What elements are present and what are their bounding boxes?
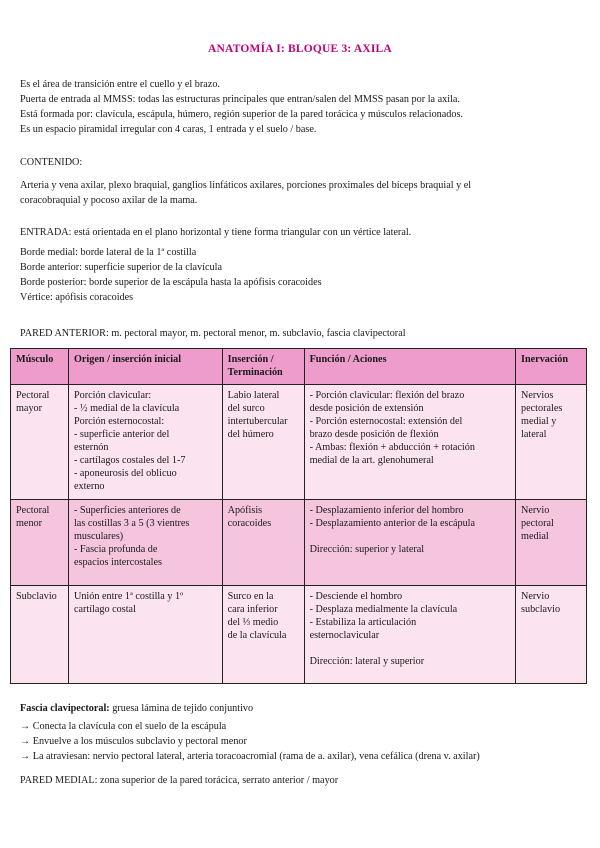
cell-line: Nervios [521, 390, 554, 401]
intro-block [20, 77, 580, 137]
cell-line: - Desplazamiento inferior del hombro [309, 505, 464, 516]
cell-line: Pectoral [16, 390, 50, 401]
cell-line: - cartílagos costales del 1-7 [73, 455, 186, 466]
header-musculo: Músculo [11, 349, 69, 385]
cell-line: cartílago costal [73, 604, 136, 615]
cell-line: - Fascia profunda de [73, 544, 158, 555]
cell-insercion [222, 385, 304, 500]
contenido-line: Arteria y vena axilar, plexo braquial, ganglios linfáticos axilares, porciones proximales del bíceps braquial y el [20, 180, 472, 191]
cell-line: - Estabiliza la articulación [309, 617, 417, 628]
cell-line: las costillas 3 a 5 (3 vientres [73, 518, 190, 529]
header-insercion: Inserción / Terminación [222, 349, 304, 385]
cell-line: del surco [227, 403, 265, 414]
fascia-item: → Conecta la clavícula con el suelo de la escápula [20, 721, 227, 732]
cell-line: - Desplazamiento anterior de la escápula [309, 518, 476, 529]
cell-line: subclavio [521, 604, 561, 615]
cell-line: desde posición de extensión [309, 403, 424, 414]
cell-line: Pectoral [16, 505, 50, 516]
cell-line: musculares) [73, 531, 124, 542]
cell-line: esternoclavicular [309, 630, 380, 641]
cell-line: - Porción clavicular: flexión del brazo [309, 390, 465, 401]
cell-line: Unión entre 1ª costilla y 1º [73, 591, 184, 602]
cell-spacer [310, 530, 510, 543]
cell-origen [68, 500, 222, 586]
cell-line: del ⅓ medio [227, 617, 279, 628]
header-inervacion: Inervación [516, 349, 587, 385]
cell-funcion [304, 500, 515, 586]
header-origen: Origen / inserción inicial [68, 349, 222, 385]
entrada-line: Borde medial: borde lateral de la 1ª costilla [20, 247, 197, 258]
muscle-table [10, 348, 587, 684]
table-row [11, 500, 587, 586]
cell-musculo [11, 385, 69, 500]
cell-line: Subclavio [16, 591, 57, 602]
cell-line: Porción clavicular: [73, 390, 152, 401]
cell-line: - Desciende el hombro [309, 591, 403, 602]
cell-line: Apófisis [227, 505, 263, 516]
fascia-block [20, 701, 580, 764]
cell-funcion [304, 586, 515, 684]
contenido-heading: CONTENIDO: [20, 157, 83, 168]
cell-line: pectoral [521, 518, 554, 529]
cell-line: Nervio [521, 591, 550, 602]
cell-line: de la clavícula [227, 630, 287, 641]
cell-line: menor [16, 518, 43, 529]
intro-line: Es un espacio piramidal irregular con 4 caras, 1 entrada y el suelo / base. [20, 124, 317, 135]
table-row [11, 586, 587, 684]
cell-line: mayor [16, 403, 43, 414]
cell-line: del húmero [227, 429, 274, 440]
entrada-line: Borde anterior: superficie superior de la clavícula [20, 262, 222, 273]
pared-anterior: PARED ANTERIOR: m. pectoral mayor, m. pectoral menor, m. subclavio, fascia clavipectoral [20, 328, 406, 339]
cell-funcion [304, 385, 515, 500]
table-header-row [11, 349, 587, 385]
cell-line: - ½ medial de la clavícula [73, 403, 180, 414]
cell-line: pectorales [521, 403, 563, 414]
cell-line: - Desplaza medialmente la clavícula [309, 604, 458, 615]
cell-line: - aponeurosis del oblicuo [73, 468, 177, 479]
cell-origen [68, 586, 222, 684]
cell-line: intertubercular [227, 416, 288, 427]
cell-line: - superficie anterior del [73, 429, 170, 440]
cell-line: espacios intercostales [73, 557, 162, 568]
cell-line: coracoides [227, 518, 272, 529]
cell-line: - Superficies anteriores de [73, 505, 181, 516]
cell-line: Surco en la [227, 591, 274, 602]
cell-line: Nervio [521, 505, 550, 516]
cell-musculo [11, 500, 69, 586]
fascia-label: Fascia clavipectoral: [20, 703, 110, 714]
fascia-item: → Envuelve a los músculos subclavio y pectoral menor [20, 736, 247, 747]
cell-line: externo [73, 481, 105, 492]
table-row [11, 385, 587, 500]
cell-line: brazo desde posición de flexión [309, 429, 439, 440]
cell-line: Labio lateral [227, 390, 280, 401]
cell-inervacion [516, 500, 587, 586]
header-funcion: Función / Aciones [304, 349, 515, 385]
cell-line: esternón [73, 442, 109, 453]
cell-insercion [222, 500, 304, 586]
contenido-text [20, 178, 580, 208]
cell-origen [68, 385, 222, 500]
cell-line: medial de la art. glenohumeral [309, 455, 434, 466]
cell-line: Dirección: lateral y superior [309, 656, 425, 667]
entrada-line: ENTRADA: está orientada en el plano horizontal y tiene forma triangular con un vértice lateral. [20, 227, 412, 238]
cell-line: medial y [521, 416, 557, 427]
entrada-line: Borde posterior: borde superior de la escápula hasta la apófisis coracoides [20, 277, 322, 288]
cell-line: - Ambas: flexión + abducción + rotación [309, 442, 475, 453]
pared-medial: PARED MEDIAL: zona superior de la pared torácica, serrato anterior / mayor [20, 775, 339, 786]
fascia-title [20, 701, 580, 716]
page-title: ANATOMÍA I: BLOQUE 3: AXILA [208, 43, 392, 55]
cell-insercion [222, 586, 304, 684]
intro-line: Está formada por: clavícula, escápula, húmero, región superior de la pared torácica y músculos relacionados. [20, 109, 463, 120]
cell-line: medial [521, 531, 549, 542]
cell-line: lateral [521, 429, 547, 440]
entrada-line: Vértice: apófisis coracoides [20, 292, 134, 303]
cell-inervacion [516, 586, 587, 684]
cell-line: - Porción esternocostal: extensión del [309, 416, 463, 427]
cell-line: Porción esternocostal: [73, 416, 165, 427]
contenido-line: coracobraquial y pocoso axilar de la mama. [20, 195, 198, 206]
cell-spacer [310, 642, 510, 655]
entrada-block [20, 225, 580, 305]
cell-line: Dirección: superior y lateral [309, 544, 425, 555]
fascia-item: → La atraviesan: nervio pectoral lateral, arteria toracoacromial (rama de a. axilar), vena cefálica (drena v. axilar) [20, 751, 480, 762]
fascia-desc: gruesa lámina de tejido conjuntivo [109, 703, 254, 714]
cell-musculo [11, 586, 69, 684]
intro-line: Puerta de entrada al MMSS: todas las estructuras principales que entran/salen del MMSS pasan por la axila. [20, 94, 460, 105]
cell-line: cara inferior [227, 604, 278, 615]
cell-inervacion [516, 385, 587, 500]
intro-line: Es el área de transición entre el cuello y el brazo. [20, 79, 220, 90]
